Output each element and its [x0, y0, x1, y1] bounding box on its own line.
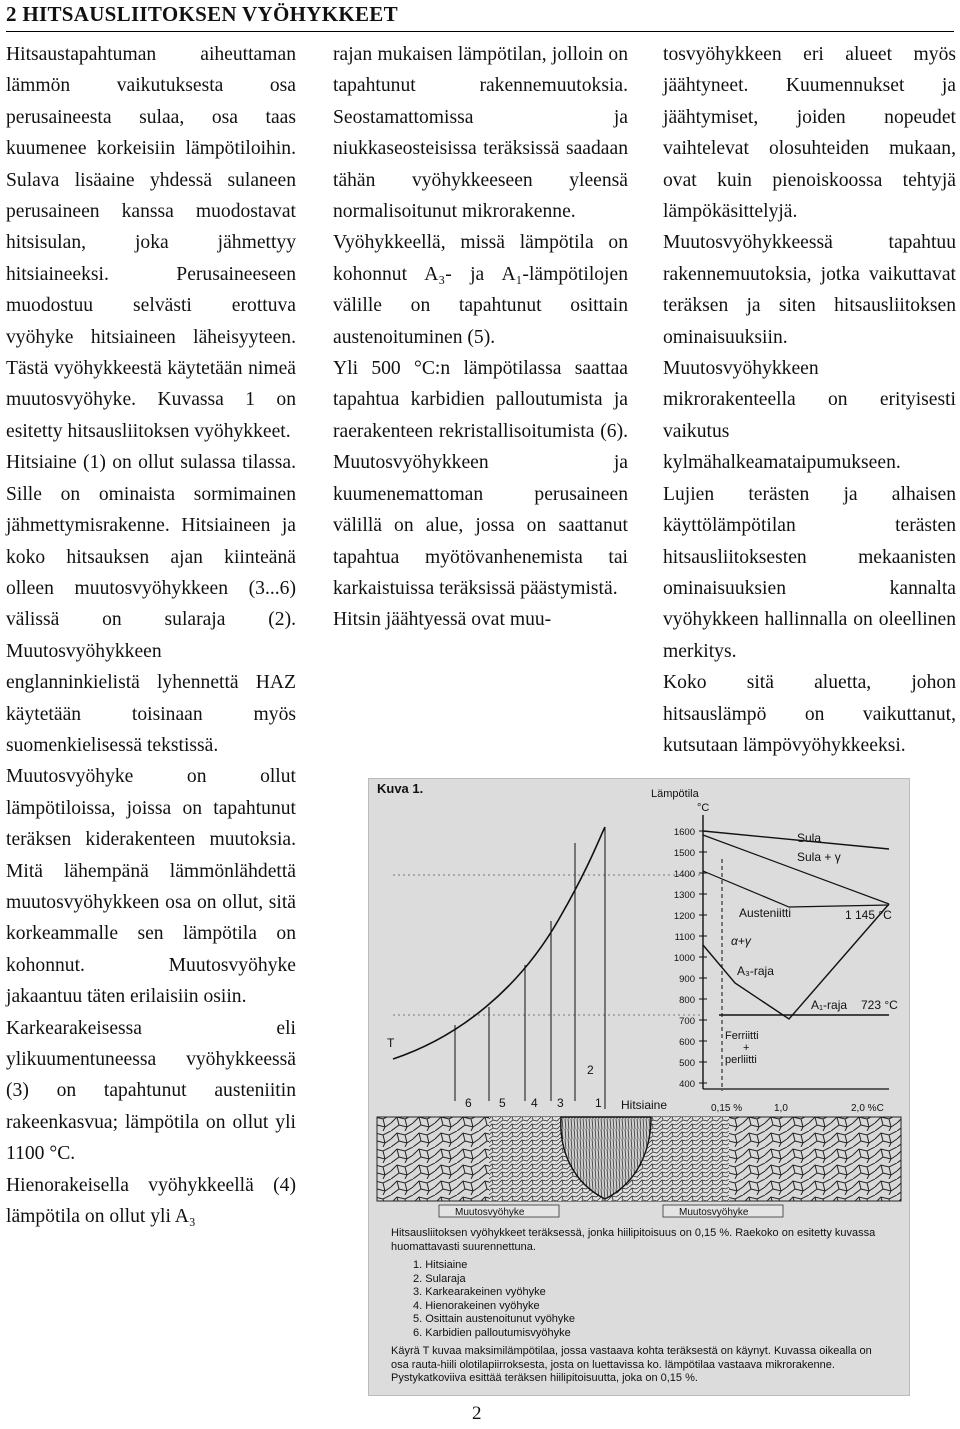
caption-item: 6. Karbidien palloutumisvyöhyke: [413, 1326, 571, 1339]
paragraph: Hitsiaine (1) on ollut sulassa tilassa. Sille on ominaista sormimainen jähmettymisrakenne. Hitsiaineen ja koko hitsauksen ajan kiinteänä olleen muutosvyöhykkeen (3...6) välissä on sularaja (2). Muutosvyöhykkeen englanninkielistä lyhennettä HAZ käytetään toisinaan myös suomenkielisessä tekstissä.: [6, 452, 296, 756]
temperature-tick-label: 600: [679, 1037, 695, 1048]
temperature-tick-label: 1600: [673, 827, 695, 838]
caption-list: [391, 1259, 891, 1340]
solidus-line: [703, 835, 889, 904]
temperature-tick-label: 800: [679, 995, 695, 1006]
caption-item: 5. Osittain austenoitunut vyöhyke: [413, 1313, 576, 1325]
liquidus-line: [703, 831, 889, 849]
page-number: 2: [472, 1403, 482, 1424]
figure-title: Kuva 1.: [377, 781, 424, 796]
label-t: T: [387, 1036, 395, 1050]
caption-item: 4. Hienorakeinen vyöhyke: [413, 1299, 540, 1312]
label-1145: 1 145 °C: [845, 908, 892, 922]
caption-item: 1. Hitsiaine: [413, 1259, 468, 1271]
temperature-tick-label: 900: [679, 974, 695, 985]
temperature-tick-label: 1500: [673, 848, 695, 859]
paragraph: Yli 500 °C:n lämpötilassa saattaa tapahtua karbidien palloutumista ja raerakenteen rekristallisoitumista (6). Muutosvyöhykkeen ja kuumenemattoman perusaineen välillä on alue, jossa on saattanut tapahtua myötövanhenemista tai karkaistuissa teräksissä päästymistä.: [333, 358, 628, 599]
paragraph: Hienorakeisella vyöhykkeellä (4) lämpötila on ollut yli A₃: [6, 1174, 296, 1228]
paragraph: Hitsaustapahtuman aiheuttaman lämmön vaikutuksesta osa perusaineesta sulaa, osa taas kuumenee korkeisiin lämpötiloihin. Sulava lisäaine yhdessä sulaneen perusaineen kanssa muodostavat hitsisulan, joka jähmettyy hitsiaineeksi. Perusaineeseen muodostuu selvästi erottuva vyöhyke hitsiaineen läheisyyteen. Tästä vyöhykkeestä käytetään nimeä muutosvyöhyke. Kuvassa 1 on esitetty hitsausliitoksen vyöhykkeet.: [6, 44, 296, 442]
figure-caption: [391, 1227, 891, 1387]
zone-number-5: 5: [499, 1096, 506, 1110]
label-muutosvyohyke-left: Muutosvyöhyke: [455, 1207, 525, 1218]
zone-number-1: 1: [595, 1096, 602, 1110]
zone-number-3: 3: [557, 1096, 564, 1110]
zone-number-6: 6: [465, 1096, 472, 1110]
temperature-tick-label: 500: [679, 1058, 695, 1069]
paragraph: Muutosvyöhyke on ollut lämpötiloissa, joissa on tapahtunut teräksen kiderakenteen muutoksia. Mitä lähempänä lämmönlähdettä muutosvyöhykkeen osa on ollut, sitä korkeammalle sen lämpötila on kohonnut. Muutosvyöhyke jakaantuu täten erilaisiin osiin.: [6, 766, 296, 1008]
temperature-tick-label: 1200: [673, 911, 695, 922]
paragraph: Vyöhykkeellä, missä lämpötila on kohonnut A₃- ja A₁-lämpötilojen välille on tapahtunut osittain austenoituminen (5).: [333, 232, 628, 348]
label-muutosvyohyke-right: Muutosvyöhyke: [679, 1207, 749, 1218]
carbon-tick-20: 2,0 %C: [851, 1103, 884, 1114]
label-ferriitti: Ferriitti: [725, 1030, 759, 1042]
carbon-tick-015: 0,15 %: [711, 1103, 743, 1114]
label-sularaja-2: 2: [587, 1063, 594, 1077]
figure-weld-zones: [368, 778, 910, 1396]
caption-item: 2. Sularaja: [413, 1272, 466, 1285]
label-sula: Sula: [797, 831, 822, 845]
temperature-ticks: [674, 827, 707, 1090]
label-723: 723 °C: [861, 998, 898, 1012]
label-austeniitti: Austeniitti: [739, 906, 792, 920]
carbon-tick-10: 1,0: [774, 1103, 788, 1114]
label-perliitti: perliitti: [725, 1054, 757, 1066]
paragraph: rajan mukaisen lämpötilan, jolloin on tapahtunut rakennemuutoksia. Seostamattomissa ja niukkaseosteisissa teräksissä saadaan tähän vyöhykkeeseen yleensä normalisoitunut mikrorakenne.: [333, 44, 628, 223]
label-a3-raja: A₃-raja: [737, 964, 774, 978]
temperature-tick-label: 400: [679, 1079, 695, 1090]
curve-t: [393, 827, 605, 1059]
text-column-1: [6, 39, 296, 1232]
axis-unit: °C: [697, 802, 710, 814]
temperature-tick-label: 1400: [673, 869, 695, 880]
caption-outro: Käyrä T kuvaa maksimilämpötilaa, jossa vastaava kohta teräksestä on käynyt. Kuvassa oikealla on osa rauta-hiili olotilapiirroksesta, josta on luettavissa ko. lämpötilaa vastaava mikrorakenne. Pystykatkoviiva esittää teräksen hiilipitoisuutta, joka on 0,15 %.: [391, 1345, 872, 1384]
text-column-2: [333, 39, 628, 636]
paragraph: Hitsin jäähtyessä ovat muu-: [333, 609, 552, 631]
gamma-limit-line: [703, 871, 889, 907]
paragraph: tosvyöhykkeen eri alueet myös jäähtyneet. Kuumennukset ja jäähtymiset, joiden nopeudet vaihtelevat olosuhteiden mukaan, ovat kuin pienoiskoossa tehtyjä lämpökäsittelyjä. Muutosvyöhykkeessä tapahtuu rakennemuutoksia, jotka vaikuttavat teräksen ja siten hitsausliitoksen ominaisuuksiin.: [663, 44, 956, 348]
text-column-3: [663, 39, 956, 761]
paragraph: Muutosvyöhykkeen mikrorakenteella on erityisesti vaikutus kylmähalkeamataipumukseen. Lujien terästen ja alhaisen käyttölämpötilan terästen hitsausliitoksesten mekaanisten ominaisuuksien kannalta vyöhykkeen hallinnalla on oleellinen merkitys.: [663, 358, 956, 662]
temperature-tick-label: 1100: [674, 932, 695, 943]
zone-number-4: 4: [531, 1096, 538, 1110]
temperature-tick-label: 1300: [673, 890, 695, 901]
caption-item: 3. Karkearakeinen vyöhyke: [413, 1286, 546, 1298]
label-hitsiaine: Hitsiaine: [621, 1098, 668, 1112]
label-a1-raja: A₁-raja: [811, 998, 848, 1012]
section-heading: 2 HITSAUSLIITOKSEN VYÖHYKKEET: [6, 2, 954, 32]
temperature-tick-label: 1000: [673, 953, 695, 964]
label-alpha-gamma: α+γ: [731, 934, 751, 948]
paragraph: Koko sitä aluetta, johon hitsauslämpö on vaikuttanut, kutsutaan lämpövyöhykkeeksi.: [663, 672, 956, 756]
label-sula-gamma: Sula + γ: [797, 850, 841, 864]
axis-label: Lämpötila: [651, 788, 699, 800]
paragraph: Karkearakeisessa eli ylikuumentuneessa vyöhykkeessä (3) on tapahtunut austeniitin rakeenkasvua; lämpötila on ollut yli 1100 °C.: [6, 1017, 296, 1165]
label-plus: +: [743, 1042, 750, 1054]
caption-intro: Hitsausliitoksen vyöhykkeet teräksessä, jonka hiilipitoisuus on 0,15 %. Raekoko on esitetty kuvassa huomattavasti suurennettuna.: [391, 1227, 876, 1253]
temperature-tick-label: 700: [679, 1016, 695, 1027]
